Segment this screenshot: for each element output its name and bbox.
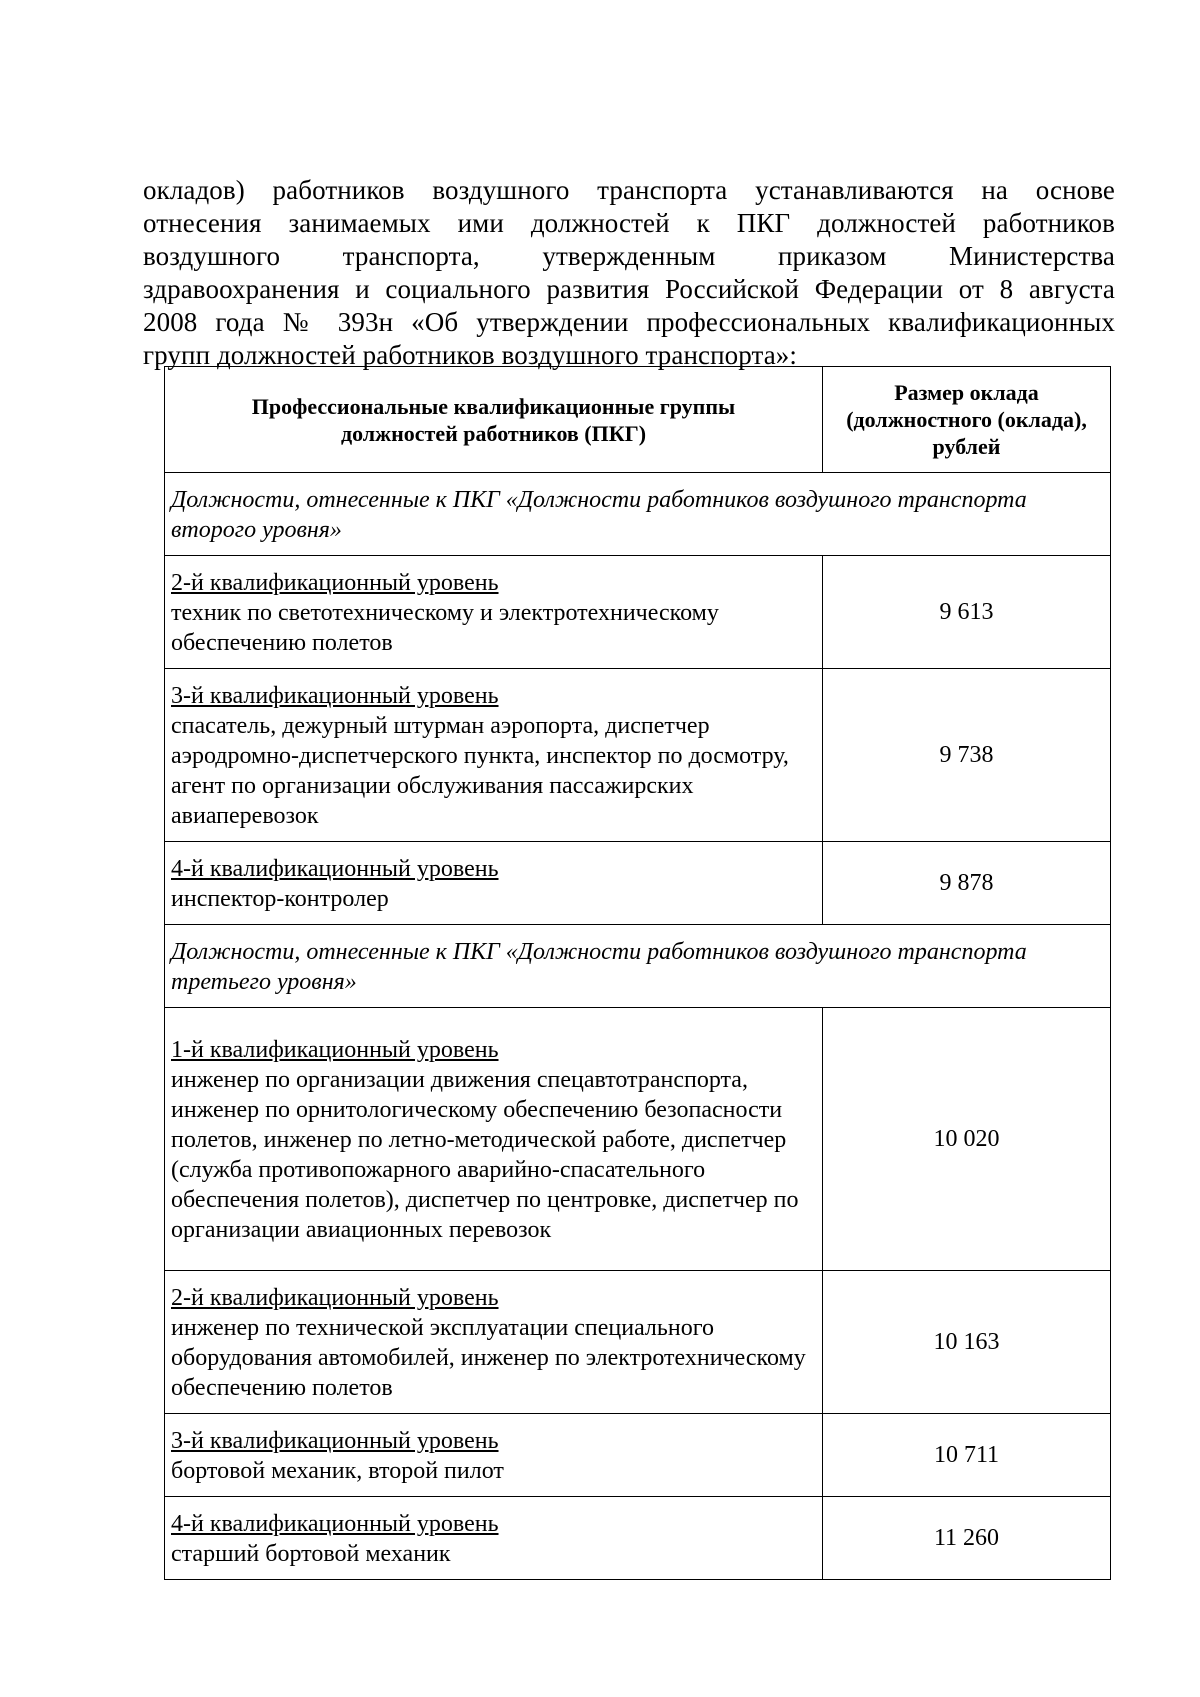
level-positions: инспектор-контролер (171, 886, 389, 912)
salary-value: 9 613 (823, 556, 1111, 669)
level-title: 4-й квалификационный уровень (171, 856, 499, 882)
table-row (165, 1497, 1111, 1580)
table-row (165, 669, 1111, 842)
table-row (165, 842, 1111, 925)
salary-value: 10 020 (823, 1008, 1111, 1271)
salary-value: 10 163 (823, 1271, 1111, 1414)
level-cell (165, 1008, 823, 1271)
intro-line: групп должностей работников воздушного транспорта»: (143, 340, 797, 370)
level-cell (165, 669, 823, 842)
table-row (165, 1414, 1111, 1497)
level-title: 3-й квалификационный уровень (171, 683, 499, 709)
intro-line: окладов) работников воздушного транспорта устанавливаются на основе (143, 175, 1115, 205)
table-row (165, 1008, 1111, 1271)
level-positions: старший бортовой механик (171, 1541, 451, 1567)
level-cell (165, 1497, 823, 1580)
salary-value: 11 260 (823, 1497, 1111, 1580)
table-row (165, 1271, 1111, 1414)
group-title: Должности, отнесенные к ПКГ «Должности работников воздушного транспорта третьего уровня» (165, 925, 1111, 1008)
level-cell (165, 1414, 823, 1497)
level-positions: техник по светотехническому и электротехническому обеспечению полетов (171, 600, 719, 656)
intro-paragraph (143, 174, 1115, 372)
group-row (165, 473, 1111, 556)
group-title: Должности, отнесенные к ПКГ «Должности работников воздушного транспорта второго уровня» (165, 473, 1111, 556)
level-positions: бортовой механик, второй пилот (171, 1458, 504, 1484)
level-positions: инженер по организации движения спецавтотранспорта, инженер по орнитологическому обеспечению безопасности полетов, инженер по летно-методической работе, диспетчер (служба противопожарного аварийно-спасательного обеспечения полетов), диспетчер по центровке, диспетчер по организации авиационных перевозок (171, 1067, 799, 1243)
level-positions: спасатель, дежурный штурман аэропорта, диспетчер аэродромно-диспетчерского пункта, инспектор по досмотру, агент по организации обслуживания пассажирских авиаперевозок (171, 713, 789, 829)
header-salary-line: рублей (932, 434, 1001, 459)
header-salary-line: (должностного (оклада), (846, 407, 1087, 432)
level-title: 4-й квалификационный уровень (171, 1511, 499, 1537)
level-positions: инженер по технической эксплуатации специального оборудования автомобилей, инженер по электротехническому обеспечению полетов (171, 1315, 806, 1401)
intro-line: 2008 года № 393н «Об утверждении профессиональных квалификационных (143, 307, 1115, 337)
intro-line: здравоохранения и социального развития Российской Федерации от 8 августа (143, 274, 1115, 304)
level-title: 2-й квалификационный уровень (171, 1285, 499, 1311)
salary-value: 9 738 (823, 669, 1111, 842)
level-title: 2-й квалификационный уровень (171, 570, 499, 596)
group-row (165, 925, 1111, 1008)
table-row (165, 556, 1111, 669)
salary-value: 9 878 (823, 842, 1111, 925)
header-salary (823, 367, 1111, 473)
level-cell (165, 556, 823, 669)
header-pkg-text: Профессиональные квалификационные группы должностей работников (ПКГ) (251, 393, 736, 446)
salary-table (164, 366, 1111, 1580)
level-cell (165, 842, 823, 925)
level-cell (165, 1271, 823, 1414)
intro-line: воздушного транспорта, утвержденным приказом Министерства (143, 241, 1115, 271)
salary-value: 10 711 (823, 1414, 1111, 1497)
intro-line: отнесения занимаемых ими должностей к ПКГ должностей работников (143, 208, 1115, 238)
header-pkg (165, 367, 823, 473)
header-salary-line: Размер оклада (894, 380, 1039, 405)
level-title: 3-й квалификационный уровень (171, 1428, 499, 1454)
table-header-row (165, 367, 1111, 473)
level-title: 1-й квалификационный уровень (171, 1037, 499, 1063)
